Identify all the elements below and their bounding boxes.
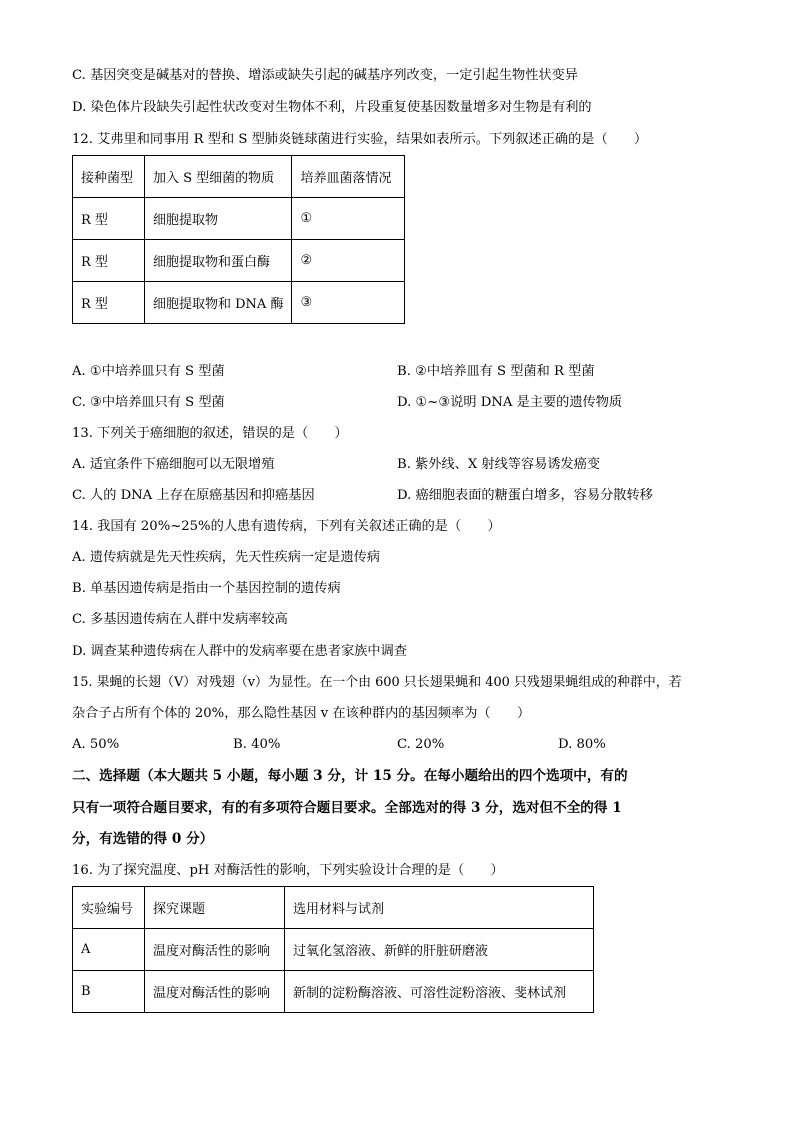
option-12a: A. ①中培养皿只有 S 型菌 [72,364,225,379]
section-2-heading-line3: 分，有选错的得 0 分） [72,831,214,847]
question-12: 12. 艾弗里和同事用 R 型和 S 型肺炎链球菌进行实验，结果如表所示。下列叙述正确的是（ ） [72,132,648,147]
table-cell: R 型 [73,198,145,240]
option-12c: C. ③中培养皿只有 S 型菌 [72,395,225,410]
option-11c: C. 基因突变是碱基对的替换、增添或缺失引起的碱基序列改变，一定引起生物性状变异 [72,68,578,83]
table-header-cell: 接种菌型 [73,156,145,198]
table-cell: 过氧化氢溶液、新鲜的肝脏研磨液 [285,929,594,971]
table-cell: 温度对酶活性的影响 [145,971,285,1013]
question-15-line1: 15. 果蝇的长翅（V）对残翅（v）为显性。在一个由 600 只长翅果蝇和 400 只残翅果蝇组成的种群中，若 [72,675,682,690]
table-header-cell: 选用材料与试剂 [285,887,594,929]
table-cell: 温度对酶活性的影响 [145,929,285,971]
table-row [73,198,405,240]
option-14b: B. 单基因遗传病是指由一个基因控制的遗传病 [72,581,341,596]
table-header-cell: 实验编号 [73,887,145,929]
table-row [73,929,594,971]
table-cell: A [73,929,145,971]
table-header-cell: 培养皿菌落情况 [292,156,405,198]
table-header-row [73,887,594,929]
table-cell: 细胞提取物和 DNA 酶 [145,282,292,324]
table-header-cell: 探究课题 [145,887,285,929]
option-14c: C. 多基因遗传病在人群中发病率较高 [72,612,288,627]
question-14: 14. 我国有 20%~25%的人患有遗传病，下列有关叙述正确的是（ ） [72,519,501,534]
table-cell: R 型 [73,282,145,324]
table-cell: ③ [292,282,405,324]
option-12d: D. ①~③说明 DNA 是主要的遗传物质 [397,395,623,410]
option-12b: B. ②中培养皿有 S 型菌和 R 型菌 [397,364,595,379]
option-14a: A. 遗传病就是先天性疾病，先天性疾病一定是遗传病 [72,550,381,565]
table-q12 [72,155,405,324]
section-2-heading-line1: 二、选择题（本大题共 5 小题，每小题 3 分，计 15 分。在每小题给出的四个选项中，有的 [72,768,628,784]
table-q16 [72,886,594,1013]
table-row [73,282,405,324]
option-11d: D. 染色体片段缺失引起性状改变对生物体不利，片段重复使基因数量增多对生物是有利的 [72,100,592,115]
option-13d: D. 癌细胞表面的糖蛋白增多，容易分散转移 [397,488,653,503]
question-15-line2: 杂合子占所有个体的 20%，那么隐性基因 v 在该种群内的基因频率为（ ） [72,706,531,721]
option-13c: C. 人的 DNA 上存在原癌基因和抑癌基因 [72,488,315,503]
table-cell: 细胞提取物和蛋白酶 [145,240,292,282]
table-cell: 细胞提取物 [145,198,292,240]
question-16: 16. 为了探究温度、pH 对酶活性的影响，下列实验设计合理的是（ ） [72,863,504,878]
option-15d: D. 80% [558,737,606,752]
option-15b: B. 40% [233,737,281,752]
table-cell: 新制的淀粉酶溶液、可溶性淀粉溶液、斐林试剂 [285,971,594,1013]
question-13: 13. 下列关于癌细胞的叙述，错误的是（ ） [72,426,348,441]
table-header-cell: 加入 S 型细菌的物质 [145,156,292,198]
table-header-row [73,156,405,198]
table-cell: B [73,971,145,1013]
table-cell: R 型 [73,240,145,282]
table-row [73,971,594,1013]
option-15a: A. 50% [72,737,120,752]
option-14d: D. 调查某种遗传病在人群中的发病率要在患者家族中调查 [72,644,407,659]
option-15c: C. 20% [397,737,445,752]
table-cell: ② [292,240,405,282]
option-13b: B. 紫外线、X 射线等容易诱发癌变 [397,457,601,472]
table-row [73,240,405,282]
option-13a: A. 适宜条件下癌细胞可以无限增殖 [72,457,275,472]
section-2-heading-line2: 只有一项符合题目要求，有的有多项符合题目要求。全部选对的得 3 分，选对但不全的得 1 [72,800,622,816]
table-cell: ① [292,198,405,240]
